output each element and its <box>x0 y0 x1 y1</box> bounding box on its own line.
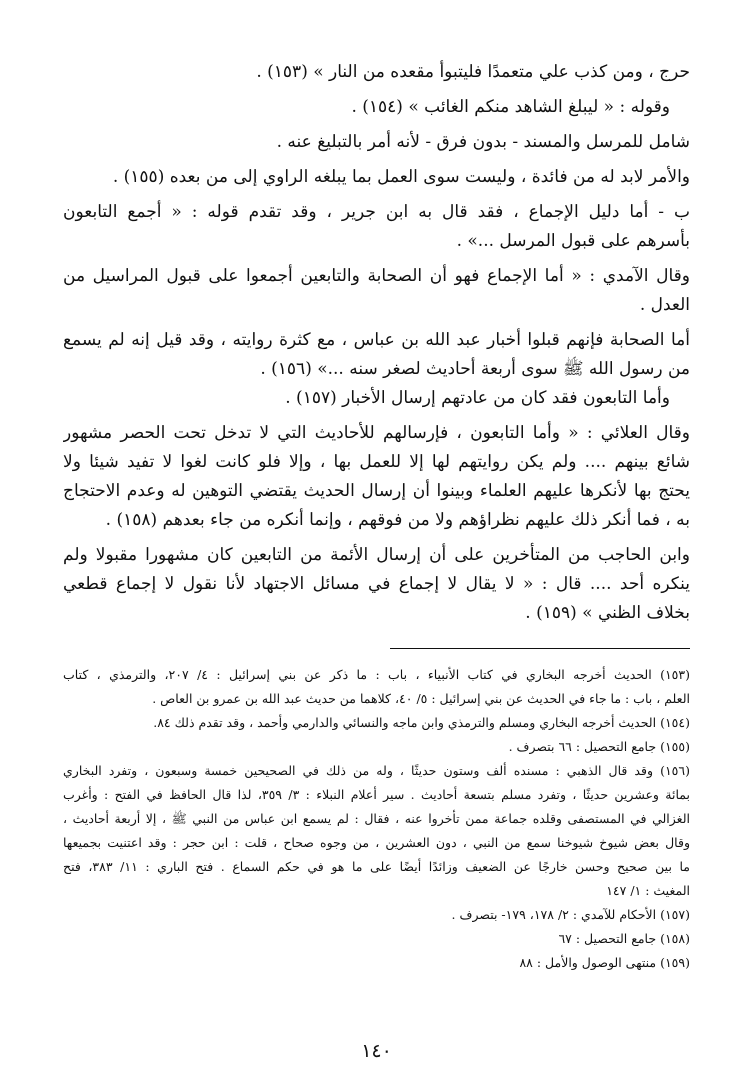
body-line: حرج ، ومن كذب علي متعمدًا فليتبوأ مقعده من النار » (١٥٣) . <box>256 62 690 82</box>
body-line: شائع بينهم .... ولم يكن روايتهم لها إلا للعمل بها ، وإلا فلو كانت لغوا لا تفيد شيئا ولا <box>63 452 690 472</box>
body-line: أما الصحابة فإنهم قبلوا أخبار عبد الله بن عباس ، مع كثرة روايته ، وقد قيل إنه لم يسمع <box>63 330 690 350</box>
footnote-separator <box>390 648 690 649</box>
body-text <box>63 58 690 628</box>
footnote-line: ما بين صحيح وحسن خارجًا عن الضعيف وزائدًا أيضًا على ما هو في حكم السماع . فتح الباري : ١١/ ٣٨٣، فتح <box>63 859 690 874</box>
footnote-line: (١٥٨) جامع التحصيل : ٦٧ <box>558 931 690 946</box>
footnote-line: المغيث : ١/ ١٤٧ <box>606 883 690 898</box>
body-line: ب - أما دليل الإجماع ، فقد قال به ابن جرير ، وقد تقدم قوله : « أجمع التابعون <box>63 202 690 222</box>
body-line: وابن الحاجب من المتأخرين على أن إرسال الأئمة من التابعين كان مشهورا مقبولا ولم <box>63 545 690 565</box>
body-line: والأمر لابد له من فائدة ، وليست سوى العمل بما يبلغه الراوي إلى من بعده (١٥٥) . <box>112 167 690 187</box>
footnote-line: (١٥٩) منتهى الوصول والأمل : ٨٨ <box>519 955 690 970</box>
body-line: ينكره أحد .... قال : « لا يقال لا إجماع في مسائل الاجتهاد لأنا نقول لا إجماع قطعي <box>63 574 690 594</box>
footnote-line: (١٥٥) جامع التحصيل : ٦٦ بتصرف . <box>508 739 690 754</box>
body-line: بخلاف الظني » (١٥٩) . <box>525 603 690 623</box>
footnote-line: الغزالي في المستصفى وقلده جماعة ممن تأخروا عنه ، فقال : لم يسمع ابن عباس من النبي ﷺ ، إلا أربعة أحاديث ، <box>63 811 690 826</box>
footnotes <box>63 663 690 975</box>
footnote-line: (١٥٧) الأحكام للآمدي : ٢/ ١٧٨، ١٧٩- بتصرف . <box>451 907 690 922</box>
footnote-line: العلم ، باب : ما جاء في الحديث عن بني إسرائيل : ٥/ ٤٠، كلاهما من حديث عبد الله بن عمرو بن العاص . <box>152 691 690 706</box>
footnote-line: بمائة وعشرين حديثًا ، وتفرد مسلم بتسعة أحاديث . سير أعلام النبلاء : ٣/ ٣٥٩، لذا قال الحافظ في الفتح : وأغرب <box>63 787 690 802</box>
body-line: وقال العلائي : « وأما التابعون ، فإرسالهم للأحاديث التي لا تدخل تحت الحصر مشهور <box>63 423 690 443</box>
body-line: وأما التابعون فقد كان من عادتهم إرسال الأخبار (١٥٧) . <box>285 388 670 408</box>
body-line: شامل للمرسل والمسند - بدون فرق - لأنه أمر بالتبليغ عنه . <box>276 132 690 152</box>
body-line: يحتج بها لأنكرها عليهم العلماء وبينوا أن إرسال الحديث يقتضي التوهين له وعدم الاحتجاج <box>63 481 690 501</box>
footnote-line: (١٥٦) وقد قال الذهبي : مسنده ألف وستون حديثًا ، وله من ذلك في الصحيحين خمسة وسبعون ، وتفرد البخاري <box>63 763 690 778</box>
footnote-line: (١٥٤) الحديث أخرجه البخاري ومسلم والترمذي وابن ماجه والنسائي والدارمي وأحمد ، وقد تقدم ذلك ٨٤. <box>153 715 690 730</box>
footnote-line: (١٥٣) الحديث أخرجه البخاري في كتاب الأنبياء ، باب : ما ذكر عن بني إسرائيل : ٤/ ٢٠٧، والترمذي ، كتاب <box>63 667 690 682</box>
body-line: به ، فما أنكر ذلك عليهم نظراؤهم ولا من فوقهم ، وإنما أنكره من جاء بعدهم (١٥٨) . <box>105 510 690 530</box>
body-line: من رسول الله ﷺ سوى أربعة أحاديث لصغر سنه ...» (١٥٦) . <box>260 359 690 379</box>
body-line: وقوله : « ليبلغ الشاهد منكم الغائب » (١٥٤) . <box>351 97 670 117</box>
body-line: وقال الآمدي : « أما الإجماع فهو أن الصحابة والتابعين أجمعوا على قبول المراسيل من <box>63 266 690 286</box>
footnote-line: وقال بعض شيوخ شيوخنا سمع من النبي ، دون العشرين ، من وجوه صحاح ، قلت : ابن حجر : وقد اعتنيت بجميعها <box>63 835 690 850</box>
page-number: ١٤٠ <box>361 1040 392 1062</box>
body-line: العدل . <box>639 295 690 315</box>
body-line: بأسرهم على قبول المرسل ...» . <box>456 231 690 251</box>
